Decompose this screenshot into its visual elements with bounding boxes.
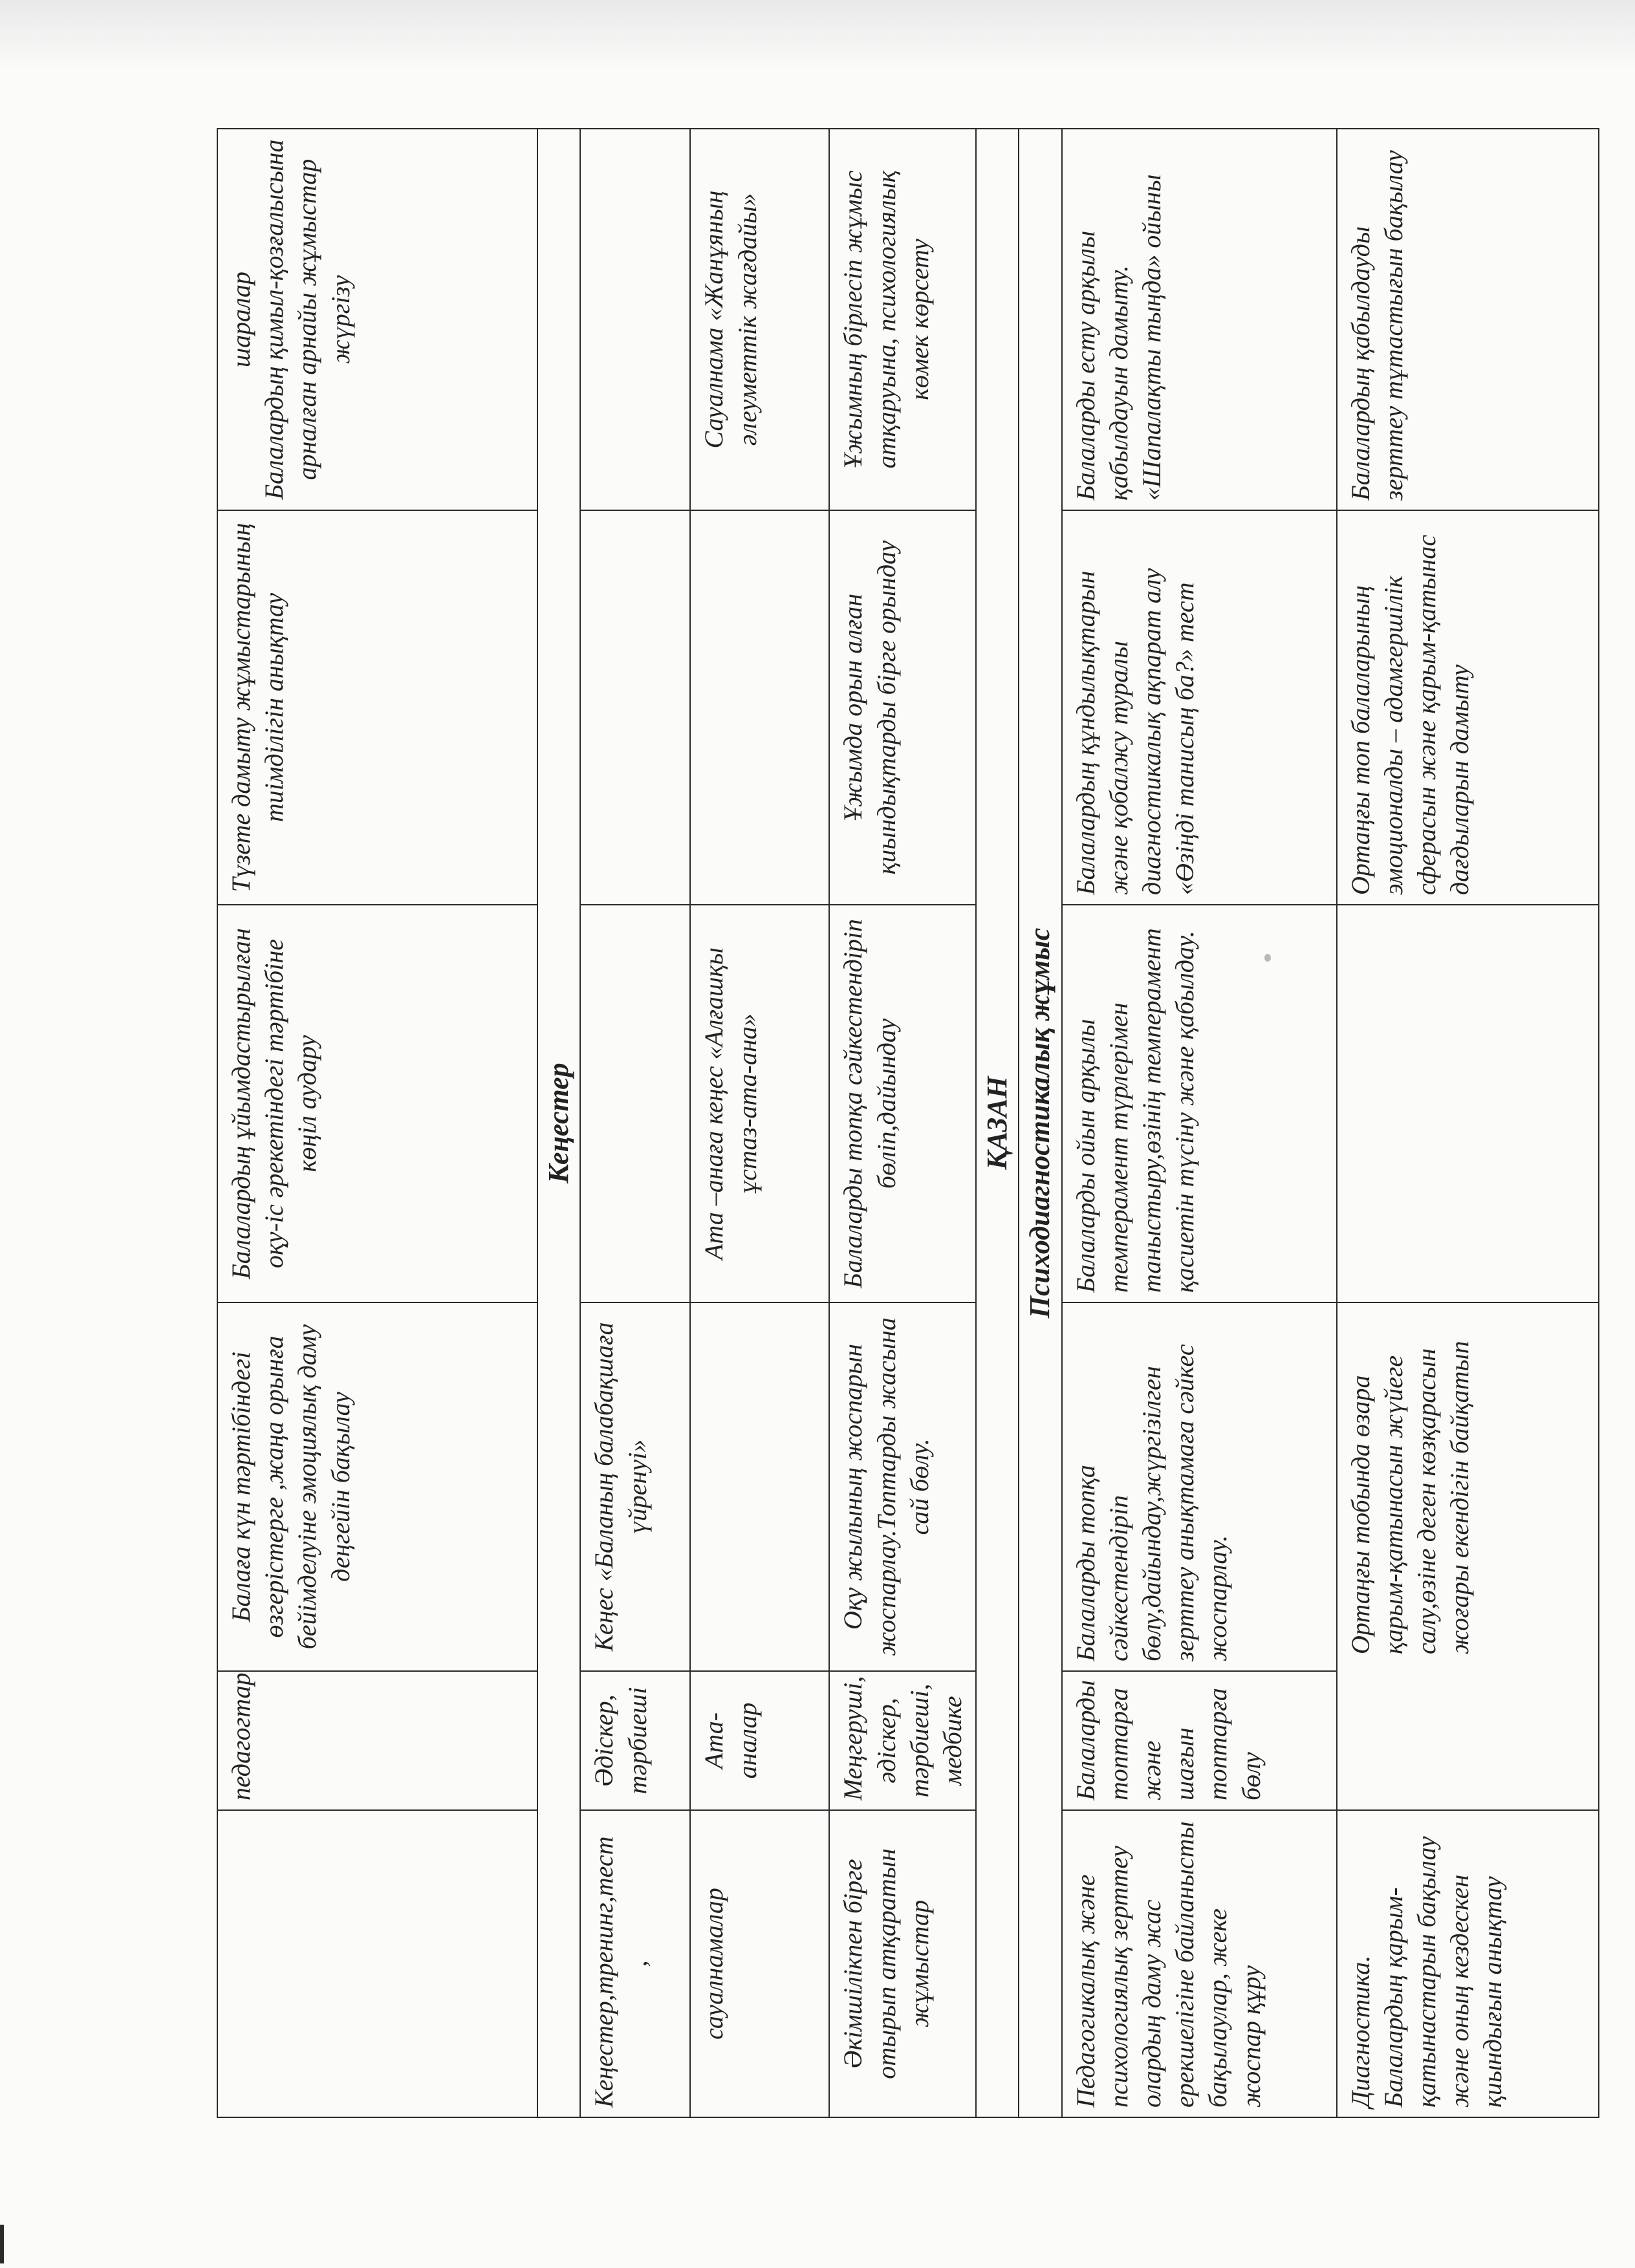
activity-cell: Ортаңғы топ балаларының эмоционалды – адамгершілік сферасын және қарым-қатынас дағдыларын дамыту xyxy=(1337,510,1599,905)
activity-cell xyxy=(217,129,537,510)
table-row xyxy=(1337,129,1599,2117)
cell-mark: , xyxy=(622,1960,652,1967)
cell-top-label: шаралар xyxy=(226,271,255,368)
activity-cell: Сауалнама «Жанұяның әлеуметтік жағдайы» xyxy=(690,129,829,510)
activity-cell: Ұжымда орын алған қиындықтарды бірге орындау xyxy=(829,510,976,905)
form-cell xyxy=(580,1810,690,2117)
participants-cell: Ата-аналар xyxy=(690,1671,829,1810)
form-cell: Педагогикалық және психологиялық зерттеу олардың даму жас ерекшелігіне байланысты бақылаулар, жеке жоспар құру xyxy=(1062,1810,1337,2117)
empty-cell xyxy=(580,510,690,905)
empty-cell xyxy=(690,510,829,905)
table-row xyxy=(1062,129,1337,2117)
table-row xyxy=(690,129,829,2117)
empty-cell xyxy=(580,129,690,510)
form-cell: Әкімшілікпен бірге отырып атқаратын жұмыстар xyxy=(829,1810,976,2117)
cell-text: Кеңестер,тренинг,тест xyxy=(589,1836,619,2108)
section-title-month: ҚАЗАН xyxy=(976,129,1019,2117)
empty-cell xyxy=(1337,905,1599,1302)
activity-cell: Балалардың құндылықтарын және қобалжу туралы диагностикалық ақпарат алу «Өзіңді таниcың ба?» тест xyxy=(1062,510,1337,905)
scan-shadow xyxy=(0,0,1635,71)
activity-cell: Түзете дамыту жұмыстарының тиімділігін анықтау xyxy=(217,510,537,905)
empty-cell xyxy=(217,1810,537,2117)
section-title-consultations: Кеңестер xyxy=(537,129,580,2117)
scan-edge-mark xyxy=(0,2225,4,2263)
rotated-plan-table xyxy=(217,129,1508,2118)
cell-text: Балалардың қимыл-қозғалысына арналған арнайы жұмыстар жүргізу xyxy=(259,139,355,500)
table-row xyxy=(829,129,976,2117)
activity-cell: Балаларды топқа сәйкестендіріп бөліп,дайындау xyxy=(829,905,976,1302)
activity-cell: Балаларды есту арқылы қабылдауын дамыту. «Шапалақты тыңда» ойыны xyxy=(1062,129,1337,510)
participants-cell: педагогтар xyxy=(217,1671,537,1810)
participants-cell: Әдіскер, тәрбиеші xyxy=(580,1671,690,1810)
participants-cell: Балаларды топтарға және шағын топтарға бөлу xyxy=(1062,1671,1337,1810)
form-cell: сауалнамалар xyxy=(690,1810,829,2117)
activity-cell: Балаларды топқа сәйкестендіріп бөлу,дайындау,жүргізілген зерттеу анықтамаға сәйкес жоспарлау. xyxy=(1062,1302,1337,1671)
empty-cell xyxy=(580,905,690,1302)
activity-cell: Ұжымның бірлесіп жұмыс атқаруына, психологиялық көмек көрсету xyxy=(829,129,976,510)
activity-cell: Балаға күн тәртібіндегі өзгерістерге ,жаңа орынға бейімделуіне эмоциялық даму деңгейін бақылау xyxy=(217,1302,537,1671)
empty-cell xyxy=(690,1302,829,1671)
activity-cell: Оқу жылының жоспарын жоспарлау.Топтарды жасына сай бөлу. xyxy=(829,1302,976,1671)
table-row xyxy=(580,129,690,2117)
activity-cell: Кеңес «Баланың балабақшаға үйренуі» xyxy=(580,1302,690,1671)
table-row xyxy=(217,129,537,2117)
section-row xyxy=(1019,129,1061,2117)
form-cell: Диагностика. Балалардың қарым-қатынастарын бақылау және оның кездескен қиындығын анықтау xyxy=(1337,1810,1599,2117)
activity-cell: Балаларды ойын арқылы темперамент түрлерімен таныстыру,өзінің темперамент қасиетін түсіну және қабылдау. xyxy=(1062,905,1337,1302)
activity-cell: Балалардың ұйымдастырылған оқу-іс әрекетіндегі тәртібіне көңіл аудару xyxy=(217,905,537,1302)
ink-speck xyxy=(1264,954,1271,962)
activity-cell: Балалардың қабылдауды зерттеу тұтастығын бақылау xyxy=(1337,129,1599,510)
activity-cell: Ата –анаға кеңес «Алғашқы ұстаз-ата-ана» xyxy=(690,905,829,1302)
section-row xyxy=(976,129,1019,2117)
work-plan-table xyxy=(217,128,1599,2118)
activity-cell: Ортаңғы тобында өзара қарым-қатынасын жүйеге салу,өзіне деген көзқарасын жоғары екендігін байқатып xyxy=(1337,1302,1599,1810)
participants-cell: Меңгеруші, әдіскер, тәрбиеші, медбике xyxy=(829,1671,976,1810)
section-title-psychodiagnostics: Психодиагностикалық жұмыс xyxy=(1019,129,1061,2117)
section-row xyxy=(537,129,580,2117)
